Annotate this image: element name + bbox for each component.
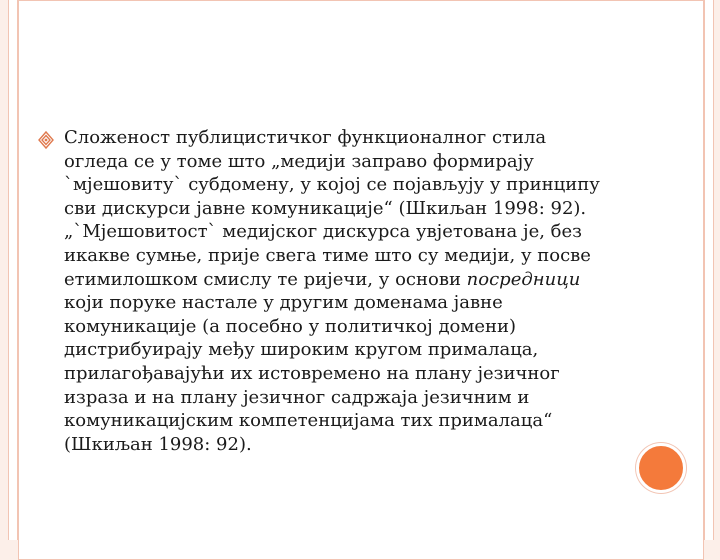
decorative-orange-circle — [636, 443, 686, 493]
paragraph-text-end: који поруке настале у другим доменама јавне комуникације (а посебно у политичкој домени) дистрибуирају међу широким кругом прималаца, прилагођавајући их истовремено на плану језичног израза и на плану језичног садржаја језичним и комуникацијским компетенцијама тих прималаца“ (Шкиљан 1998: 92). — [64, 292, 560, 455]
quote-paragraph — [64, 126, 612, 456]
paragraph-italic-term: посредници — [466, 268, 581, 290]
left-decorative-stripe — [8, 0, 18, 540]
right-decorative-stripe — [704, 0, 714, 540]
diamond-bullet-icon — [36, 130, 56, 150]
paragraph-text-start: Сложеност публицистичког функционалног стила огледа се у томе што „медији заправо формирају `мјешовиту` субдомену, у којој се појављују у принципу сви дискурси јавне комуникације“ (Шкиљан 1998: 92). „`Мјешовитост` медијског дискурса увјетована је, без икакве сумње, прије свега тиме што су медији, у посве етимилошком смислу те ријечи, у основи — [64, 127, 600, 290]
